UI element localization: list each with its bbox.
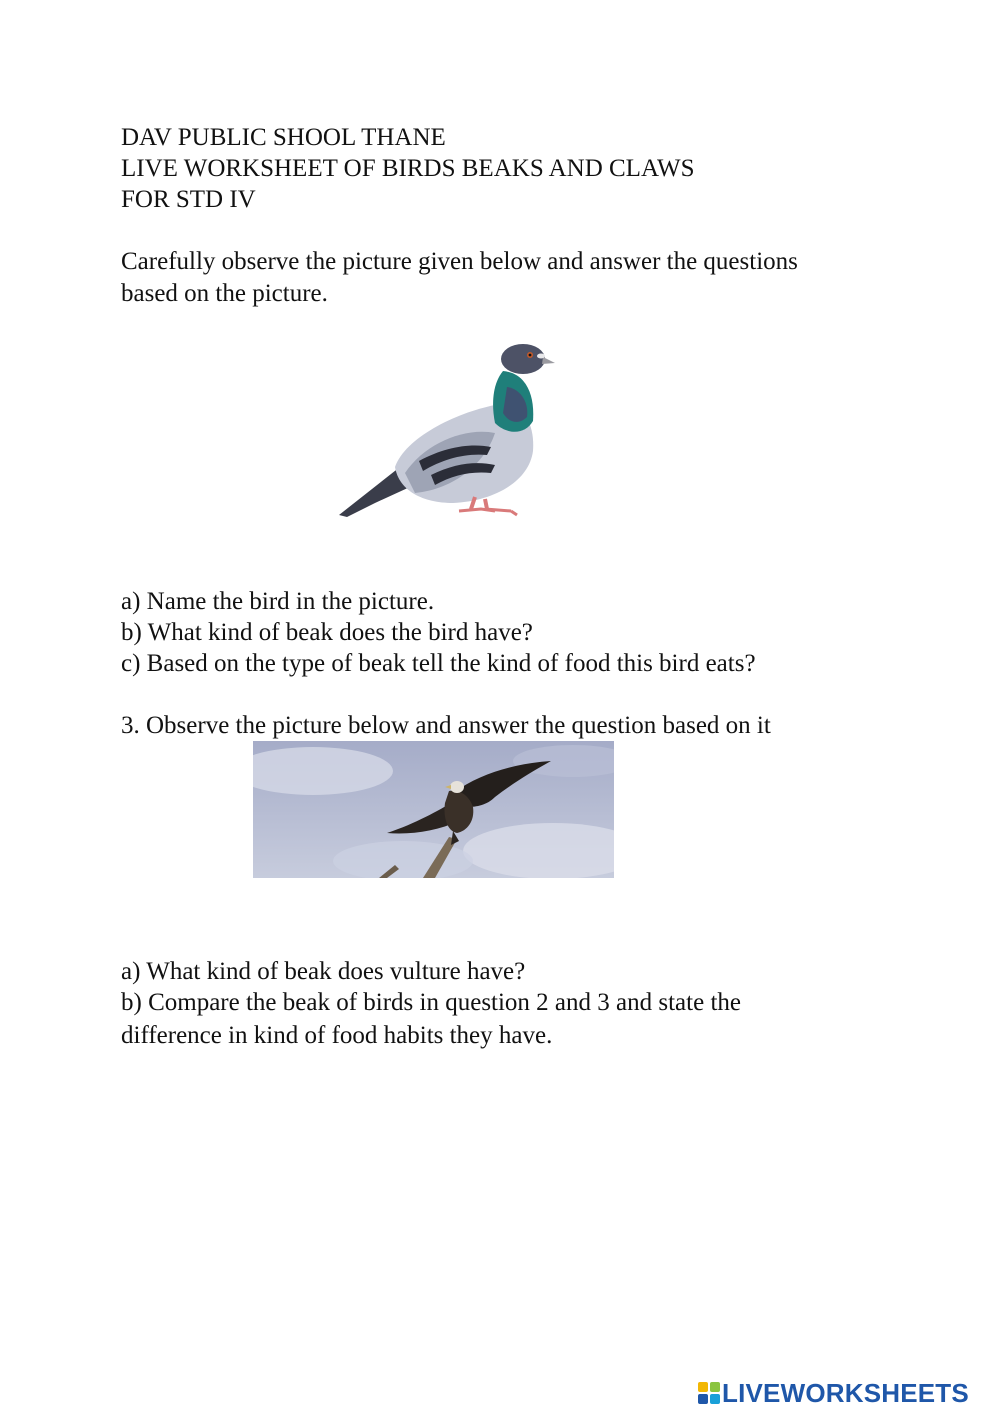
question-3b-line-1: b) Compare the beak of birds in question 2 and 3 and state the xyxy=(121,989,741,1016)
question-2c: c) Based on the type of beak tell the kind of food this bird eats? xyxy=(121,650,756,677)
worksheet-title: LIVE WORKSHEET OF BIRDS BEAKS AND CLAWS xyxy=(121,155,695,182)
question-3b-line-2: difference in kind of food habits they have. xyxy=(121,1022,553,1049)
question-2b: b) What kind of beak does the bird have? xyxy=(121,619,533,646)
school-name: DAV PUBLIC SHOOL THANE xyxy=(121,124,446,151)
vulture-image xyxy=(253,741,614,878)
liveworksheets-logo-icon xyxy=(698,1382,720,1404)
question-3a: a) What kind of beak does vulture have? xyxy=(121,958,526,985)
instructions-line-1: Carefully observe the picture given below and answer the questions xyxy=(121,248,798,275)
liveworksheets-brand-text: LIVEWORKSHEETS xyxy=(722,1377,969,1408)
question-3-prompt: 3. Observe the picture below and answer the question based on it xyxy=(121,712,771,739)
grade-label: FOR STD IV xyxy=(121,186,256,213)
liveworksheets-logo xyxy=(698,1378,969,1408)
instructions-line-2: based on the picture. xyxy=(121,280,328,307)
question-2a: a) Name the bird in the picture. xyxy=(121,588,435,615)
pigeon-image xyxy=(335,343,557,519)
